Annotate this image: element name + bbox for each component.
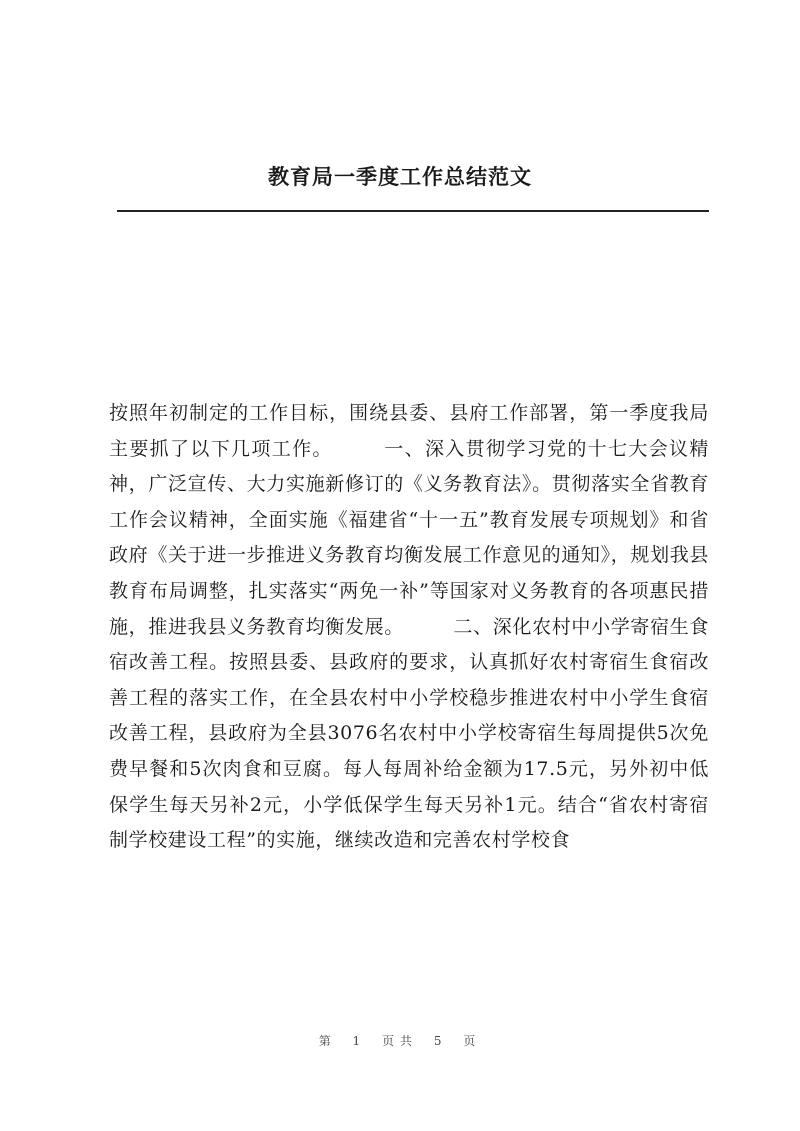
- document-body: 按照年初制定的工作目标，围绕县委、县府工作部署，第一季度我局主要抓了以下几项工作。 一、深入贯彻学习党的十七大会议精神，广泛宣传、大力实施新修订的《义务教育法》。贯彻落实全省教育工作会议精神，全面实施《福建省“十一五”教育发展专项规划》和省政府《关于进一步推进义务教育均衡发展工作意见的通知》，规划我县教育布局调整，扎实落实“两免一补”等国家对义务教育的各项惠民措施，推进我县义务教育均衡发展。 二、深化农村中小学寄宿生食宿改善工程。按照县委、县政府的要求，认真抓好农村寄宿生食宿改善工程的落实工作，在全县农村中小学校稳步推进农村中小学生食宿改善工程，县政府为全县3076名农村中小学校寄宿生每周提供5次免费早餐和5次肉食和豆腐。每人每周补给金额为17.5元，另外初中低保学生每天另补2元，小学低保学生每天另补1元。结合“省农村寄宿制学校建设工程”的实施，继续改造和完善农村学校食: [109, 402, 709, 852]
- document-title: 教育局一季度工作总结范文: [268, 164, 532, 189]
- page-number-footer: 第 1 页共 5 页: [318, 1034, 482, 1048]
- title-divider: [117, 210, 709, 212]
